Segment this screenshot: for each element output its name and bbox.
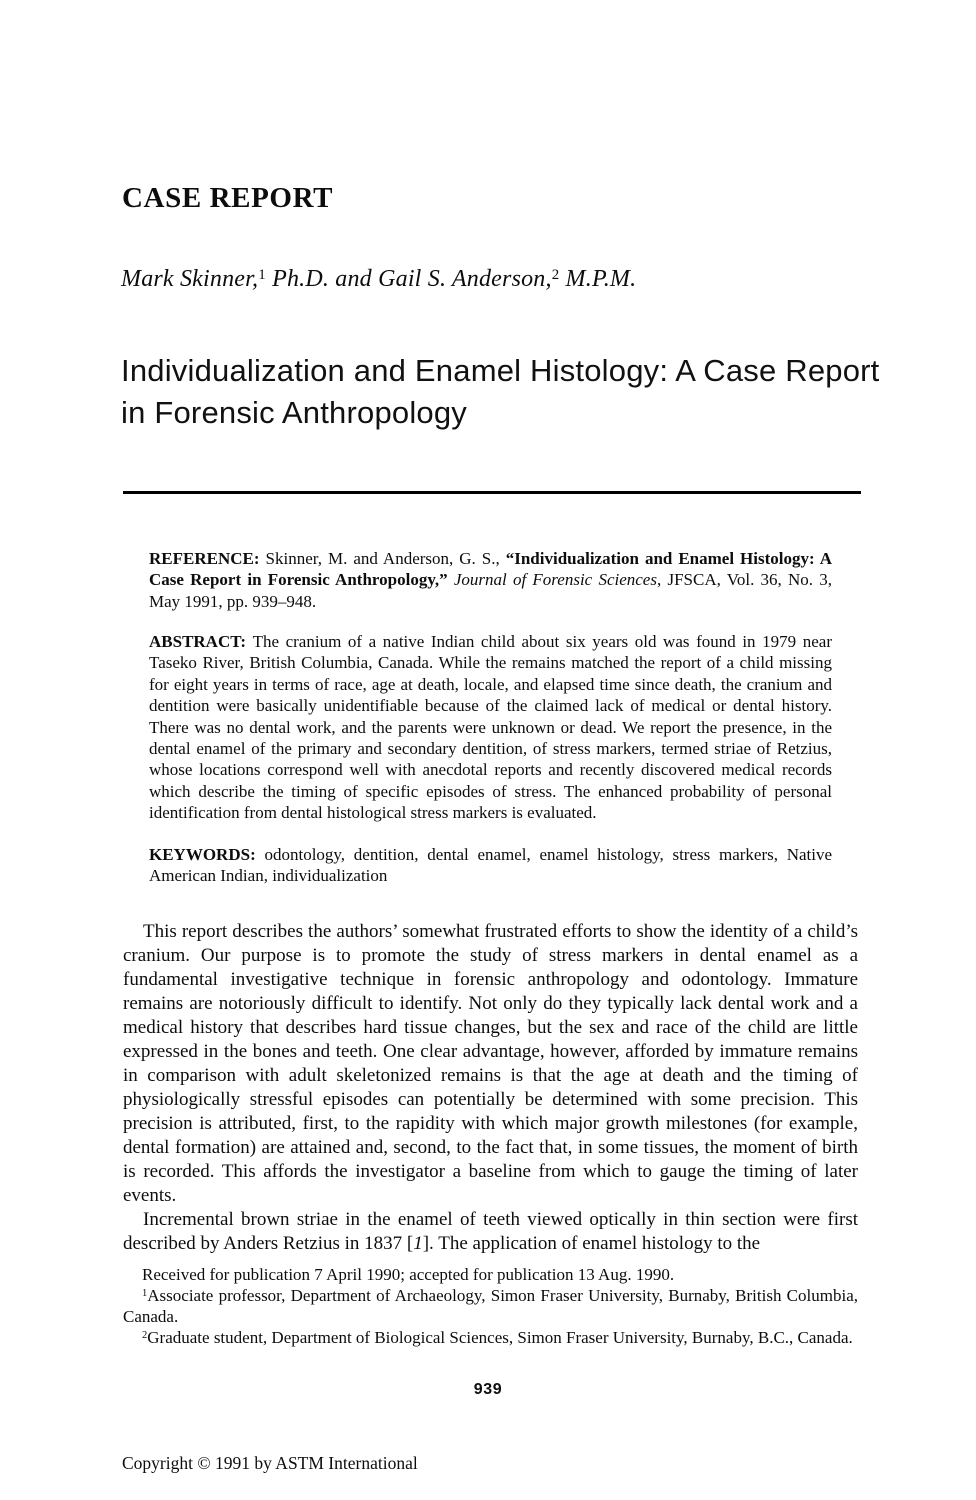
authors-line: Mark Skinner,$^1$ Ph.D. and Gail S. Anderson,$^2$ M.P.M.: [121, 266, 637, 292]
reference-paragraph: REFERENCE: Skinner, M. and Anderson, G. S., “Individualization and Enamel Histology: A Case Report in Forensic Anthropology,” Journal of Forensic Sciences, JFSCA, Vol. 36, No. 3, May 1991, pp. 939–948.: [149, 549, 833, 611]
keywords-paragraph: KEYWORDS: odontology, dentition, dental enamel, enamel histology, stress markers, Native American Indian, individualization: [149, 845, 833, 886]
page-number: 939: [473, 1381, 503, 1398]
article-title-line-1: Individualization and Enamel Histology: A Case Report: [121, 353, 880, 388]
footnote-2: $^2$Graduate student, Department of Biological Sciences, Simon Fraser University, Burnaby, B.C., Canada.: [142, 1328, 853, 1347]
article-title-line-2: in Forensic Anthropology: [121, 395, 467, 430]
body-paragraph-2: Incremental brown striae in the enamel of teeth viewed optically in thin section were first described by Anders Retzius in 1837 [1]. The application of enamel histology to the: [123, 1209, 858, 1254]
article-title: [121, 350, 901, 434]
divider-rule: [123, 491, 861, 494]
footnotes-block: [123, 1264, 858, 1348]
section-kicker: CASE REPORT: [122, 182, 334, 214]
abstract-paragraph: ABSTRACT: The cranium of a native Indian child about six years old was found in 1979 near Taseko River, British Columbia, Canada. While the remains matched the report of a child missing for eight years in terms of race, age at death, locale, and elapsed time since death, the cranium and dentition were basically unidentifiable because of the claimed lack of medical or dental history. There was no dental work, and the parents were unknown or dead. We report the presence, in the dental enamel of the primary and secondary dentition, of stress markers, termed striae of Retzius, whose locations correspond well with anecdotal reports and recently discovered medical records which describe the timing of specific episodes of stress. The enhanced probability of personal identification from dental histological stress markers is evaluated.: [149, 632, 832, 823]
received-line: Received for publication 7 April 1990; accepted for publication 13 Aug. 1990.: [142, 1265, 675, 1284]
body-paragraph-1: This report describes the authors’ somewhat frustrated efforts to show the identity of a child’s cranium. Our purpose is to promote the study of stress markers in dental enamel as a fundamental investigative technique in forensic anthropology and odontology. Immature remains are notoriously difficult to identify. Not only do they typically lack dental work and a medical history that describes hard tissue changes, but the sex and race of the child are little expressed in the bones and teeth. One clear advantage, however, afforded by immature remains in comparison with adult skeletonized remains is that the age at death and the timing of physiologically stressful episodes can potentially be determined with some precision. This precision is attributed, first, to the rapidity with which major growth milestones (for example, dental formation) are attained and, second, to the fact that, in some tissues, the moment of birth is recorded. This affords the investigator a baseline from which to gauge the timing of later events.: [123, 921, 858, 1206]
footnote-1: $^1$Associate professor, Department of Archaeology, Simon Fraser University, Burnaby, British Columbia, Canada.: [123, 1286, 858, 1326]
article-body: [123, 920, 858, 1256]
copyright-line: Copyright © 1991 by ASTM International: [122, 1453, 418, 1473]
